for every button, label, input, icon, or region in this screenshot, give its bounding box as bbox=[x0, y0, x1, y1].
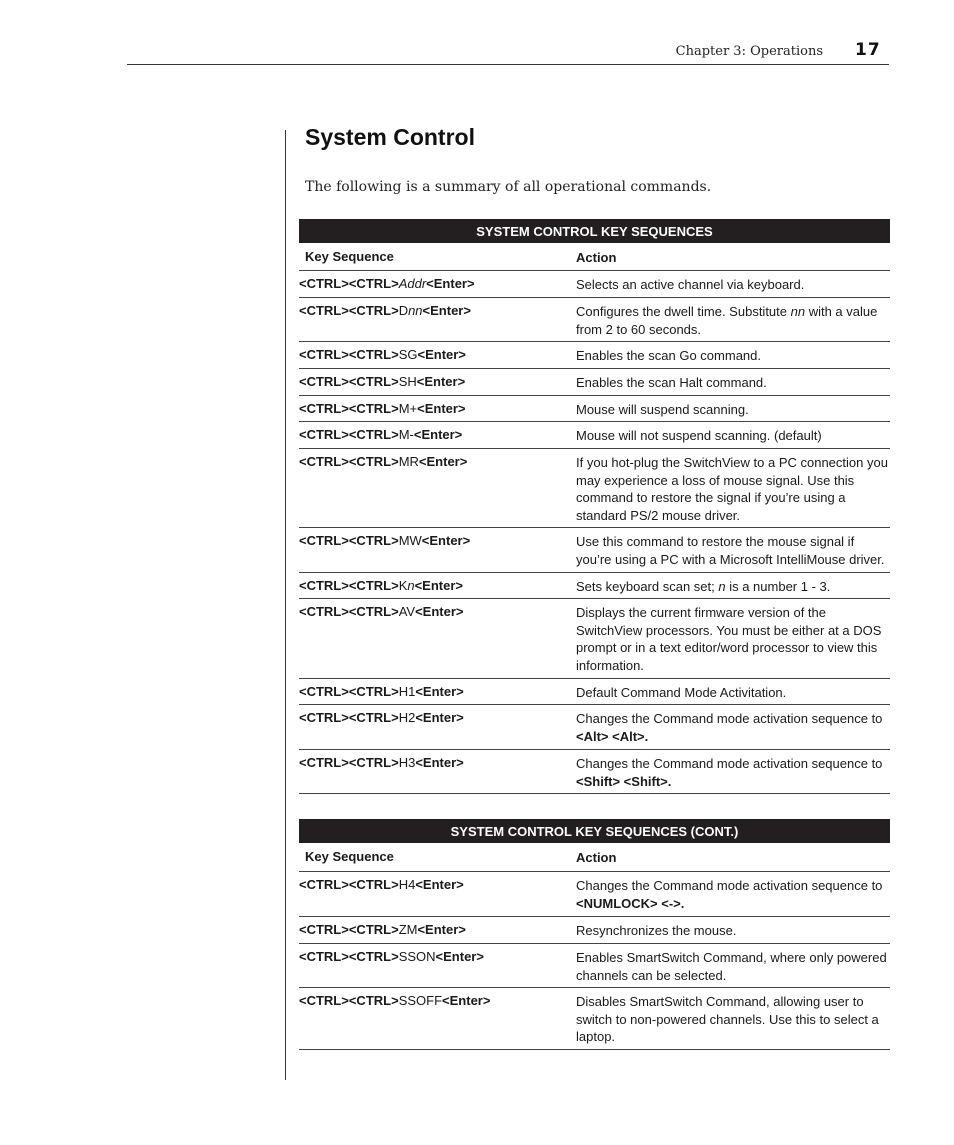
table-caption: SYSTEM CONTROL KEY SEQUENCES (CONT.) bbox=[299, 819, 890, 843]
table-header-row bbox=[299, 243, 890, 271]
action-text: Configures the dwell time. Substitute nn with a value from 2 to 60 seconds. bbox=[576, 304, 878, 337]
key-sequence-table bbox=[299, 219, 890, 794]
action-text: Mouse will suspend scanning. bbox=[576, 402, 749, 417]
key-sequence: <CTRL><CTRL>M-<Enter> bbox=[299, 427, 463, 442]
table-row bbox=[299, 944, 890, 988]
table-row bbox=[299, 271, 890, 298]
key-sequence: <CTRL><CTRL>ZM<Enter> bbox=[299, 922, 466, 937]
action-text: Sets keyboard scan set; n is a number 1 - 3. bbox=[576, 579, 831, 594]
column-header-action: Action bbox=[576, 850, 617, 865]
running-header-chapter: Chapter 3: Operations bbox=[675, 44, 823, 59]
section-title: System Control bbox=[305, 124, 475, 150]
action-text: Changes the Command mode activation sequence to <NUMLOCK> <->. bbox=[576, 878, 883, 911]
table-caption: SYSTEM CONTROL KEY SEQUENCES bbox=[299, 219, 890, 243]
table-row bbox=[299, 573, 890, 599]
action-text: Changes the Command mode activation sequence to <Shift> <Shift>. bbox=[576, 756, 883, 789]
action-text: Enables SmartSwitch Command, where only powered channels can be selected. bbox=[576, 950, 887, 983]
table-row bbox=[299, 298, 890, 342]
table-row bbox=[299, 750, 890, 794]
table-row bbox=[299, 988, 890, 1050]
key-sequence: <CTRL><CTRL>Kn<Enter> bbox=[299, 578, 464, 593]
page-number: 17 bbox=[855, 40, 881, 60]
table-row bbox=[299, 705, 890, 750]
action-text: If you hot-plug the SwitchView to a PC connection you may experience a loss of mouse signal. Use this command to restore the signal if you’re using a standard PS/2 mouse driver. bbox=[576, 455, 888, 523]
action-text: Selects an active channel via keyboard. bbox=[576, 277, 805, 292]
key-sequence: <CTRL><CTRL>SG<Enter> bbox=[299, 347, 466, 362]
key-sequence: <CTRL><CTRL>SSON<Enter> bbox=[299, 949, 484, 964]
key-sequence: <CTRL><CTRL>Addr<Enter> bbox=[299, 276, 475, 291]
action-text: Mouse will not suspend scanning. (default) bbox=[576, 428, 822, 443]
action-text: Default Command Mode Activitation. bbox=[576, 685, 787, 700]
action-text: Enables the scan Go command. bbox=[576, 348, 761, 363]
action-text: Disables SmartSwitch Command, allowing user to switch to non-powered channels. Use this to select a laptop. bbox=[576, 994, 879, 1045]
key-sequence-table-cont bbox=[299, 819, 890, 1050]
column-header-key: Key Sequence bbox=[305, 849, 394, 864]
header-rule bbox=[127, 64, 889, 65]
key-sequence: <CTRL><CTRL>AV<Enter> bbox=[299, 604, 464, 619]
key-sequence: <CTRL><CTRL>H1<Enter> bbox=[299, 684, 464, 699]
key-sequence: <CTRL><CTRL>M+<Enter> bbox=[299, 401, 466, 416]
column-header-key: Key Sequence bbox=[305, 249, 394, 264]
table-row bbox=[299, 528, 890, 573]
action-text: Resynchronizes the mouse. bbox=[576, 923, 737, 938]
table-row bbox=[299, 449, 890, 528]
action-text: Use this command to restore the mouse signal if you’re using a PC with a Microsoft IntelliMouse driver. bbox=[576, 534, 885, 567]
table-row bbox=[299, 872, 890, 917]
table-row bbox=[299, 342, 890, 369]
table-row bbox=[299, 679, 890, 705]
action-text: Displays the current firmware version of the SwitchView processors. You must be either at a DOS prompt or in a text editor/word processor to view this information. bbox=[576, 605, 882, 673]
table-row bbox=[299, 369, 890, 396]
action-text: Changes the Command mode activation sequence to <Alt> <Alt>. bbox=[576, 711, 883, 744]
key-sequence: <CTRL><CTRL>H3<Enter> bbox=[299, 755, 464, 770]
margin-rule bbox=[285, 130, 286, 1080]
key-sequence: <CTRL><CTRL>SSOFF<Enter> bbox=[299, 993, 491, 1008]
column-header-action: Action bbox=[576, 250, 617, 265]
key-sequence: <CTRL><CTRL>MW<Enter> bbox=[299, 533, 471, 548]
key-sequence: <CTRL><CTRL>SH<Enter> bbox=[299, 374, 466, 389]
key-sequence: <CTRL><CTRL>MR<Enter> bbox=[299, 454, 468, 469]
table-row bbox=[299, 917, 890, 944]
key-sequence: <CTRL><CTRL>Dnn<Enter> bbox=[299, 303, 471, 318]
table-row bbox=[299, 599, 890, 679]
table-header-row bbox=[299, 843, 890, 872]
table-row bbox=[299, 422, 890, 449]
key-sequence: <CTRL><CTRL>H4<Enter> bbox=[299, 877, 464, 892]
action-text: Enables the scan Halt command. bbox=[576, 375, 767, 390]
table-row bbox=[299, 396, 890, 422]
intro-paragraph: The following is a summary of all operational commands. bbox=[305, 179, 712, 195]
key-sequence: <CTRL><CTRL>H2<Enter> bbox=[299, 710, 464, 725]
